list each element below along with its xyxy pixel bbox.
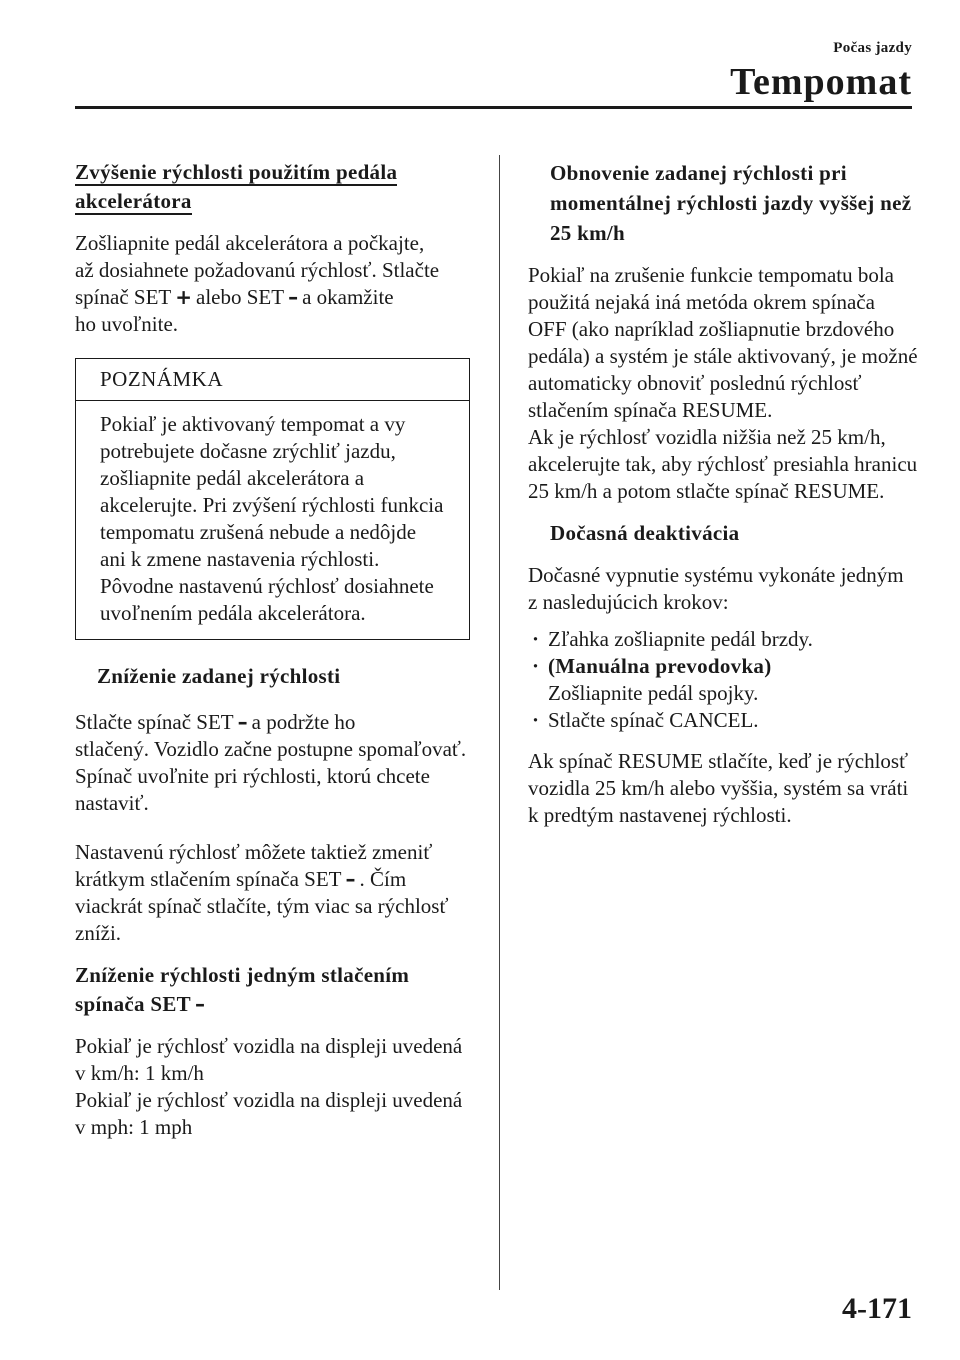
list-item-clutch: Zošliapnite pedál spojky. [548, 681, 759, 705]
paragraph-mph-step: Pokiaľ je rýchlosť vozidla na displeji uvedená v mph: 1 mph [75, 1088, 463, 1139]
column-divider [499, 155, 500, 1290]
heading-temporary-deactivation: Dočasná deaktivácia [550, 521, 740, 545]
paragraph-accelerator-4: ho uvoľnite. [75, 312, 179, 336]
paragraph-accelerator-1: Zošliapnite pedál akcelerátora a počkajte, [75, 231, 425, 255]
paragraph-deactivation-intro: Dočasné vypnutie systému vykonáte jedným z nasledujúcich krokov: [528, 563, 904, 614]
left-column [75, 158, 470, 1141]
paragraph-short-press-2: krátkym stlačením spínača SET – . Čím [75, 867, 407, 891]
right-column [528, 158, 918, 829]
heading-accelerator-increase: Zvýšenie rýchlosti použitím pedála akcelerátora [75, 160, 398, 213]
paragraph-resume-2: Ak je rýchlosť vozidla nižšia než 25 km/h, akcelerujte tak, aby rýchlosť presiahla hranicu 25 km/h a potom stlačte spínač RESUME. [528, 425, 918, 503]
paragraph-decrease-2: stlačený. Vozidlo začne postupne spomaľovať. [75, 737, 467, 761]
heading-decrease-speed: Zníženie zadanej rýchlosti [97, 664, 341, 688]
set-minus-symbol: – [345, 867, 356, 891]
header-rule [75, 106, 912, 109]
paragraph-decrease-1: Stlačte spínač SET – a podržte ho [75, 710, 356, 734]
list-item-cancel: · Stlačte spínač CANCEL. [528, 707, 918, 734]
page-number: 4-171 [842, 1292, 912, 1325]
section-label: Počas jazdy [833, 40, 912, 56]
paragraph-resume-return: Ak spínač RESUME stlačíte, keď je rýchlosť vozidla 25 km/h alebo vyššia, systém sa vráti k predtým nastavenej rýchlosti. [528, 749, 909, 827]
note-title: POZNÁMKA [76, 359, 469, 401]
paragraph-accelerator-2: až dosiahnete požadovanú rýchlosť. Stlačte [75, 258, 440, 282]
list-item-brake: · Zľahka zošliapnite pedál brzdy. [528, 626, 918, 653]
paragraph-kmh-step: Pokiaľ je rýchlosť vozidla na displeji uvedená v km/h: 1 km/h [75, 1034, 463, 1085]
paragraph-short-press-3: viackrát spínač stlačíte, tým viac sa rýchlosť zníži. [75, 894, 449, 945]
paragraph-decrease-3: Spínač uvoľnite pri rýchlosti, ktorú chcete nastaviť. [75, 764, 430, 815]
set-minus-symbol: – [194, 992, 206, 1016]
heading-single-press-2: spínača SET – [75, 990, 470, 1019]
set-plus-symbol: + [175, 285, 192, 309]
heading-single-press-1: Zníženie rýchlosti jedným stlačením [75, 963, 410, 987]
note-body: Pokiaľ je aktivovaný tempomat a vy potrebujete dočasne zrýchliť jazdu, zošliapnite pedál akcelerátora a akcelerujte. Pri zvýšení rýchlosti funkcia tempomatu zrušená nebude a nedôjde ani k zmene nastavenia rýchlosti. Pôvodne nastavenú rýchlosť dosiahnete uvoľnením pedála akcelerátora. [100, 412, 444, 625]
page-header [730, 40, 912, 101]
set-minus-symbol: – [288, 285, 299, 309]
set-minus-symbol: – [237, 710, 248, 734]
heading-resume-above-25: Obnovenie zadanej rýchlosti pri momentálnej rýchlosti jazdy vyššej než 25 km/h [550, 161, 912, 245]
chapter-title: Tempomat [730, 61, 912, 103]
note-box [75, 358, 470, 640]
paragraph-accelerator-3: spínač SET + alebo SET – a okamžite [75, 285, 394, 309]
paragraph-resume-1: Pokiaľ na zrušenie funkcie tempomatu bola použitá nejaká iná metóda okrem spínača OFF (ako napríklad zošliapnutie brzdového pedála) a systém je stále aktivovaný, je možné automaticky obnoviť poslednú rýchlosť stlačením spínača RESUME. [528, 263, 918, 422]
paragraph-short-press-1: Nastavenú rýchlosť môžete taktiež zmeniť [75, 840, 433, 864]
list-item-manual-title: · (Manuálna prevodovka) [528, 653, 918, 680]
